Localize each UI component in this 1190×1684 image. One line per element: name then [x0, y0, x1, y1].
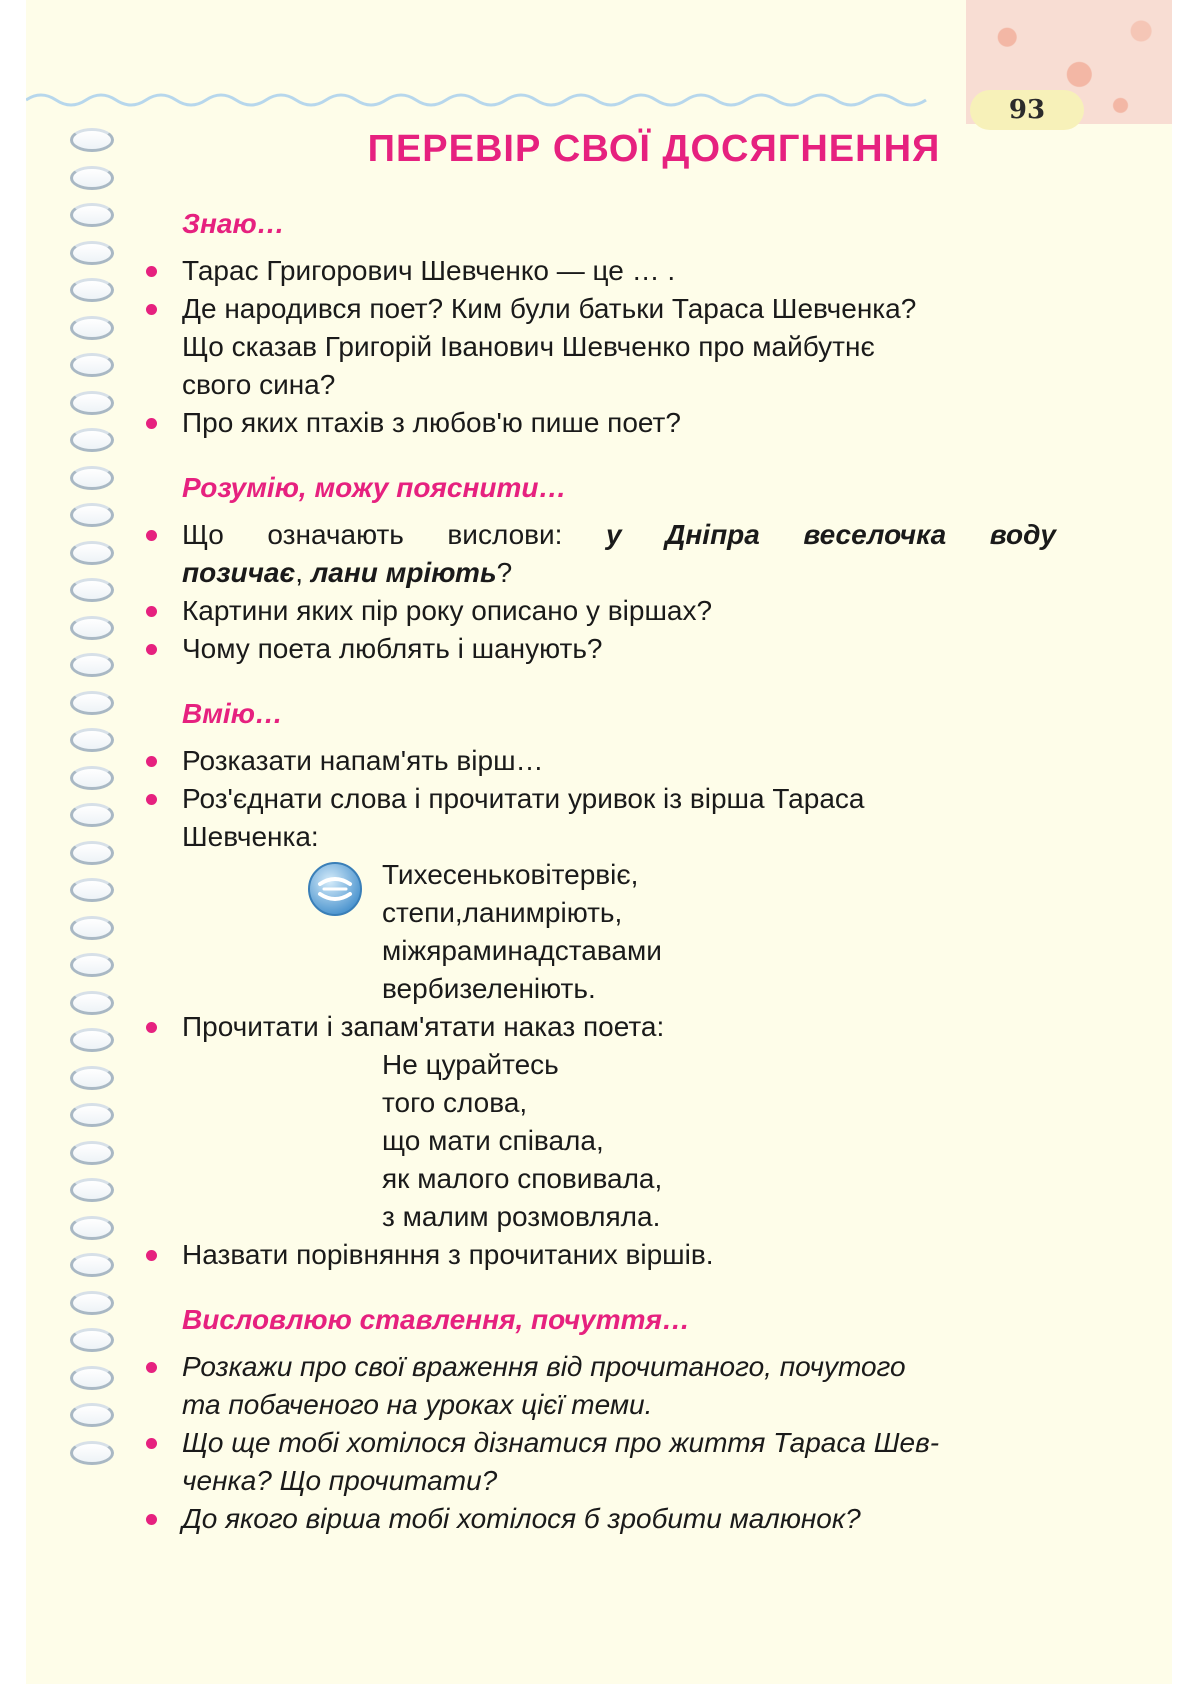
notebook-ring: [70, 691, 114, 715]
list-can-3: [144, 1236, 1056, 1274]
notebook-ring: [70, 916, 114, 940]
list-item: Прочитати і запам'ятати наказ поета:: [144, 1008, 1056, 1046]
notebook-ring: [70, 1066, 114, 1090]
notebook-ring: [70, 353, 114, 377]
notebook-ring: [70, 278, 114, 302]
notebook-ring: [70, 241, 114, 265]
list-item: Тарас Григорович Шевченко — це … .: [144, 252, 1056, 290]
poem-fragment-1: [144, 856, 1056, 1008]
notebook-ring: [70, 428, 114, 452]
notebook-ring: [70, 1028, 114, 1052]
page-title: ПЕРЕВІР СВОЇ ДОСЯГНЕННЯ: [367, 128, 941, 170]
notebook-ring: [70, 203, 114, 227]
list-express: [144, 1348, 1056, 1538]
notebook-ring: [70, 541, 114, 565]
list-item: Розказати напам'ять вірш…: [144, 742, 1056, 780]
section-heading-know: Знаю…: [182, 208, 285, 239]
notebook-ring: [70, 1178, 114, 1202]
notebook-ring: [70, 316, 114, 340]
wave-divider: [26, 88, 936, 112]
notebook-ring: [70, 1291, 114, 1315]
section-heading-can: Вмію…: [182, 698, 283, 729]
poem-2: Не цурайтесь того слова, що мати співала, як малого сповивала, з малим розмовляла.: [382, 1049, 663, 1232]
list-item: До якого вірша тобі хотілося б зробити малюнок?: [144, 1500, 1056, 1538]
notebook-ring: [70, 1366, 114, 1390]
content: [144, 206, 1056, 1538]
notebook-rings: [70, 128, 120, 1478]
eye-reading-icon: [306, 860, 364, 918]
list-know: [144, 252, 1056, 442]
section-heading-understand: Розумію, можу пояснити…: [182, 472, 567, 503]
list-item: Де народився поет? Ким були батьки Тараса Шевченка? Що сказав Григорій Іванович Шевченко про майбутнє свого сина?: [144, 290, 1056, 404]
notebook-ring: [70, 1253, 114, 1277]
list-item: Про яких птахів з любов'ю пише поет?: [144, 404, 1056, 442]
list-item: Що ще тобі хотілося дізнатися про життя Тараса Шев- ченка? Що прочитати?: [144, 1424, 1056, 1500]
notebook-ring: [70, 1141, 114, 1165]
notebook-ring: [70, 841, 114, 865]
list-item-continuation: позичає, лани мріють?: [182, 557, 513, 588]
list-can-2: [144, 1008, 1056, 1046]
page-number-box: [970, 90, 1084, 130]
section-heading-express: Висловлюю ставлення, почуття…: [182, 1304, 691, 1335]
notebook-ring: [70, 878, 114, 902]
notebook-ring: [70, 616, 114, 640]
notebook-ring: [70, 728, 114, 752]
poem-1: Тихесеньковітервіє, степи,ланимріють, міжяраминадставами вербизеленіють.: [382, 859, 662, 1004]
page-number: 93: [1008, 95, 1046, 125]
list-can: [144, 742, 1056, 856]
notebook-ring: [70, 653, 114, 677]
notebook-ring: [70, 503, 114, 527]
notebook-ring: [70, 391, 114, 415]
notebook-ring: [70, 578, 114, 602]
list-item: Роз'єднати слова і прочитати уривок із вірша Тараса Шевченка:: [144, 780, 1056, 856]
list-item: Розкажи про свої враження від прочитаного, почутого та побаченого на уроках цієї теми.: [144, 1348, 1056, 1424]
notebook-ring: [70, 991, 114, 1015]
notebook-ring: [70, 1328, 114, 1352]
notebook-ring: [70, 466, 114, 490]
list-item: Чому поета люблять і шанують?: [144, 630, 1056, 668]
notebook-ring: [70, 1103, 114, 1127]
list-item: Що означають вислови: у Дніпра веселочка воду: [144, 516, 1056, 554]
list-understand: [144, 516, 1056, 668]
notebook-ring: [70, 803, 114, 827]
notebook-ring: [70, 1403, 114, 1427]
notebook-ring: [70, 766, 114, 790]
list-item: Картини яких пір року описано у віршах?: [144, 592, 1056, 630]
notebook-ring: [70, 1441, 114, 1465]
notebook-ring: [70, 953, 114, 977]
notebook-ring: [70, 1216, 114, 1240]
textbook-page: [26, 0, 1172, 1684]
list-item: Назвати порівняння з прочитаних віршів.: [144, 1236, 1056, 1274]
